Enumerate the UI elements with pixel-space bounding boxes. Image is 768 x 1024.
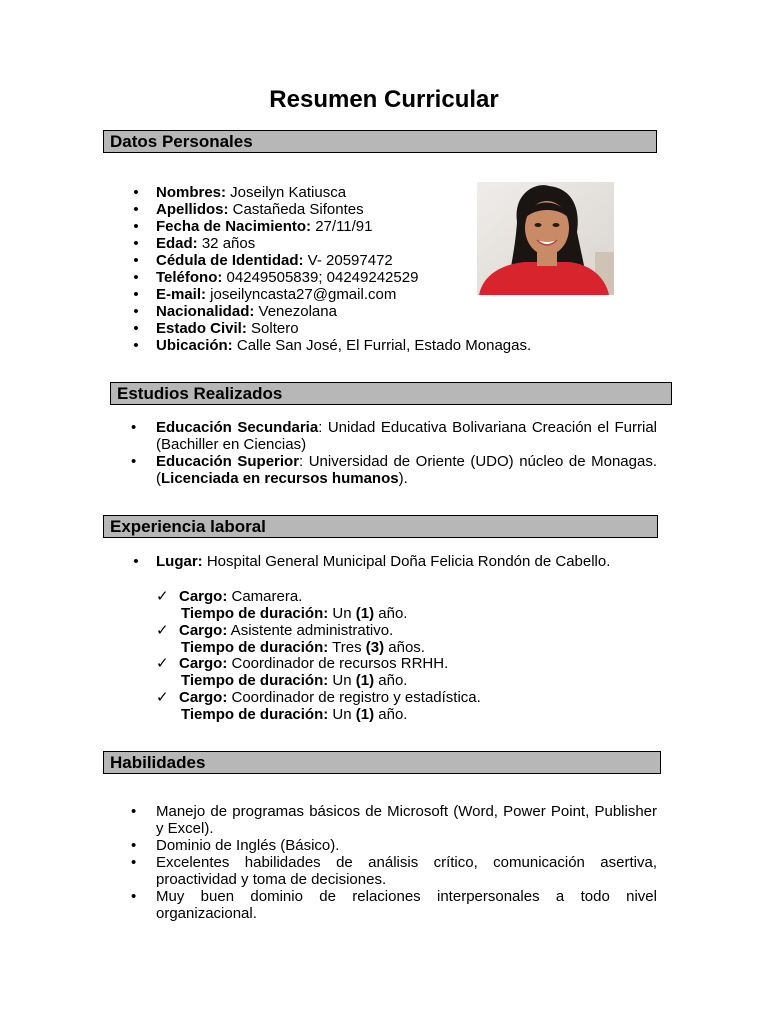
profile-photo bbox=[477, 182, 614, 295]
field-label: E-mail: bbox=[156, 286, 207, 303]
bullet-icon: • bbox=[131, 837, 137, 854]
duration-label: Tiempo de duración: bbox=[181, 672, 329, 689]
section-header-personal: Datos Personales bbox=[103, 130, 657, 153]
field-label: Cédula de Identidad: bbox=[156, 252, 304, 269]
duration-label: Tiempo de duración: bbox=[181, 639, 329, 656]
bullet-icon: • bbox=[133, 337, 139, 354]
field-label: Estado Civil: bbox=[156, 320, 247, 337]
duration-label: Tiempo de duración: bbox=[181, 706, 329, 723]
duration-pre: Un bbox=[328, 672, 356, 689]
list-item bbox=[133, 235, 476, 252]
cargo-label: Cargo: bbox=[179, 622, 228, 639]
role-item bbox=[156, 689, 481, 706]
cargo-value: Asistente administrativo. bbox=[227, 622, 394, 639]
bullet-icon: • bbox=[133, 553, 139, 570]
list-item bbox=[133, 553, 676, 570]
bullet-icon: • bbox=[133, 201, 139, 218]
bullet-icon: • bbox=[131, 854, 137, 871]
cargo-label: Cargo: bbox=[179, 588, 228, 605]
list-item bbox=[131, 854, 657, 888]
study-label: Educación Superior bbox=[156, 453, 300, 470]
list-item bbox=[133, 201, 476, 218]
duration-label: Tiempo de duración: bbox=[181, 605, 329, 622]
duration-num: (3) bbox=[365, 639, 385, 656]
list-item bbox=[131, 888, 657, 922]
role-item bbox=[156, 588, 303, 605]
duration-pre: Tres bbox=[328, 639, 366, 656]
bullet-icon: • bbox=[131, 419, 137, 436]
list-item bbox=[133, 286, 476, 303]
field-value: Castañeda Sifontes bbox=[228, 201, 364, 218]
field-label: Nombres: bbox=[156, 184, 227, 201]
field-value: 04249505839; 04249242529 bbox=[222, 269, 419, 286]
page-title: Resumen Curricular bbox=[269, 86, 499, 113]
bullet-icon: • bbox=[133, 218, 139, 235]
field-label: Edad: bbox=[156, 235, 198, 252]
cargo-label: Cargo: bbox=[179, 689, 228, 706]
field-label: Apellidos: bbox=[156, 201, 229, 218]
study-label: Educación Secundaria bbox=[156, 419, 319, 436]
list-item bbox=[133, 184, 476, 201]
bullet-icon: • bbox=[133, 184, 139, 201]
list-item bbox=[133, 269, 476, 286]
list-item bbox=[133, 337, 532, 354]
cargo-value: Coordinador de registro y estadística. bbox=[227, 689, 481, 706]
duration-num: (1) bbox=[355, 605, 375, 622]
place-value: Hospital General Municipal Doña Felicia Rondón de Cabello. bbox=[202, 553, 611, 570]
field-value: 27/11/91 bbox=[311, 218, 373, 235]
field-label: Fecha de Nacimiento: bbox=[156, 218, 312, 235]
skill-text: Manejo de programas básicos de Microsoft (Word, Power Point, Publisher y Excel). bbox=[156, 803, 657, 837]
cargo-value: Camarera. bbox=[227, 588, 303, 605]
field-value: Calle San José, El Furrial, Estado Monagas. bbox=[232, 337, 532, 354]
study-text: : Universidad de Oriente (UDO) núcleo de Monagas. ( bbox=[156, 453, 657, 487]
role-item bbox=[156, 655, 449, 672]
duration-line bbox=[181, 672, 407, 689]
skill-text: Muy buen dominio de relaciones interpersonales a todo nivel organizacional. bbox=[156, 888, 657, 922]
cargo-label: Cargo: bbox=[179, 655, 228, 672]
duration-line bbox=[181, 605, 407, 622]
duration-num: (1) bbox=[355, 672, 375, 689]
skill-text: Excelentes habilidades de análisis crítico, comunicación asertiva, proactividad y toma de decisiones. bbox=[156, 854, 657, 888]
skills-list bbox=[131, 803, 657, 922]
study-degree: Licenciada en recursos humanos bbox=[161, 470, 399, 487]
bullet-icon: • bbox=[131, 888, 137, 905]
skill-text: Dominio de Inglés (Básico). bbox=[156, 837, 340, 854]
bullet-icon: • bbox=[133, 320, 139, 337]
field-value: 32 años bbox=[197, 235, 256, 252]
field-label: Nacionalidad: bbox=[156, 303, 255, 320]
duration-post: año. bbox=[374, 672, 408, 689]
field-value: V- 20597472 bbox=[303, 252, 393, 269]
duration-pre: Un bbox=[328, 605, 356, 622]
study-text: : Unidad Educativa Bolivariana Creación el Furrial (Bachiller en Ciencias) bbox=[156, 419, 657, 453]
place-label: Lugar: bbox=[156, 553, 203, 570]
section-header-skills: Habilidades bbox=[103, 751, 661, 774]
personal-list bbox=[133, 184, 532, 354]
bullet-icon: • bbox=[133, 286, 139, 303]
duration-num: (1) bbox=[355, 706, 375, 723]
check-icon: ✓ bbox=[156, 588, 169, 605]
studies-list bbox=[131, 419, 657, 487]
duration-post: años. bbox=[384, 639, 425, 656]
list-item bbox=[131, 453, 657, 487]
bullet-icon: • bbox=[131, 803, 137, 820]
duration-post: año. bbox=[374, 706, 408, 723]
field-value: Soltero bbox=[246, 320, 299, 337]
cargo-value: Coordinador de recursos RRHH. bbox=[227, 655, 449, 672]
list-item bbox=[133, 218, 476, 235]
list-item bbox=[133, 303, 476, 320]
field-value: Venezolana bbox=[254, 303, 337, 320]
study-end: ). bbox=[398, 470, 408, 487]
list-item bbox=[131, 803, 657, 837]
duration-pre: Un bbox=[328, 706, 356, 723]
bullet-icon: • bbox=[133, 235, 139, 252]
check-icon: ✓ bbox=[156, 655, 169, 672]
duration-line bbox=[181, 706, 407, 723]
field-label: Ubicación: bbox=[156, 337, 233, 354]
field-label: Teléfono: bbox=[156, 269, 223, 286]
bullet-icon: • bbox=[133, 303, 139, 320]
check-icon: ✓ bbox=[156, 622, 169, 639]
duration-post: año. bbox=[374, 605, 408, 622]
check-icon: ✓ bbox=[156, 689, 169, 706]
section-header-experience: Experiencia laboral bbox=[103, 515, 658, 538]
list-item bbox=[131, 837, 657, 854]
list-item bbox=[133, 320, 476, 337]
portrait-image bbox=[477, 182, 614, 295]
bullet-icon: • bbox=[133, 252, 139, 269]
bullet-icon: • bbox=[133, 269, 139, 286]
role-item bbox=[156, 622, 394, 639]
list-item bbox=[133, 252, 476, 269]
field-value: joseilyncasta27@gmail.com bbox=[206, 286, 397, 303]
field-value: Joseilyn Katiusca bbox=[226, 184, 347, 201]
experience-list bbox=[133, 553, 676, 570]
duration-line bbox=[181, 639, 425, 656]
list-item bbox=[131, 419, 657, 453]
section-header-studies: Estudios Realizados bbox=[110, 382, 672, 405]
bullet-icon: • bbox=[131, 453, 137, 470]
